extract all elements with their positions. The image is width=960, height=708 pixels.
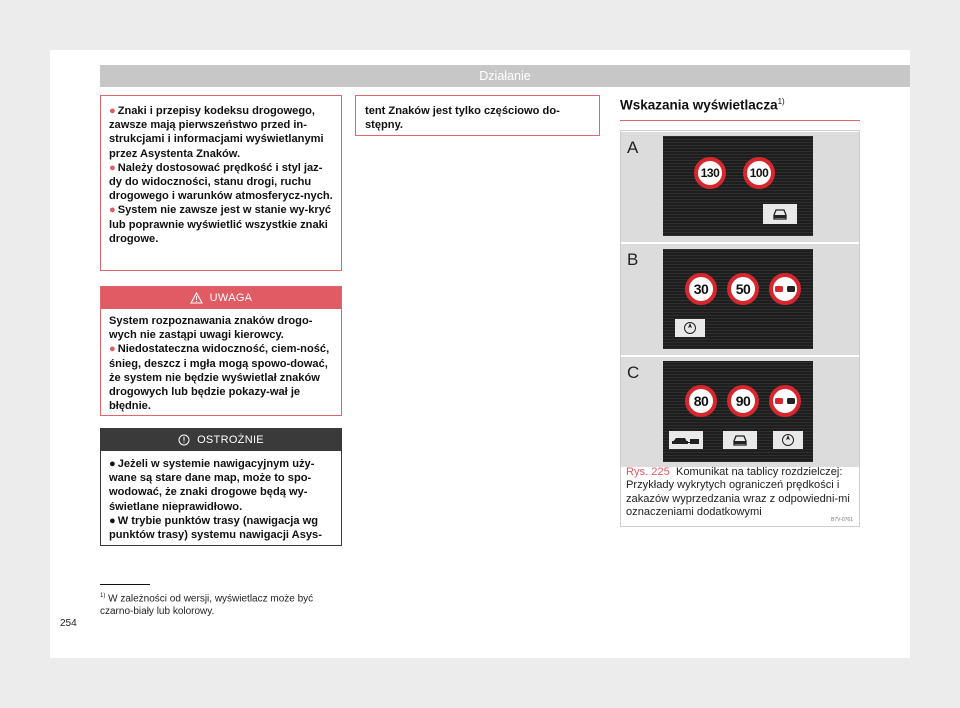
page-number: 254 [60, 618, 77, 629]
warning-bullets-box [100, 95, 342, 271]
panel-c [621, 357, 859, 467]
bullet-dot: ● [109, 514, 116, 527]
bullet-dot: ● [109, 458, 116, 470]
speed-limit-sign: 30 [685, 273, 717, 305]
navigation-disc-icon [773, 431, 803, 449]
bullet-item: ● W trybie punktów trasy (nawigacja wg punktów trasy) systemu nawigacji Asys- [109, 514, 322, 542]
continuation-box [355, 95, 600, 136]
uwaga-box [100, 286, 342, 416]
no-overtaking-icon [774, 395, 796, 407]
figure-caption: Rys. 225 Komunikat na tablicy rozdzielczej: Przykłady wykrytych ograniczeń prędkości i zakazów wyprzedzania wraz z odpowiedni-mi oznaczeniami dodatkowymi [626, 466, 850, 519]
panel-b [621, 244, 859, 355]
no-overtaking-sign [769, 273, 801, 305]
bullet-dot: ● [109, 105, 116, 117]
uwaga-intro: System rozpoznawania znaków drogo-wych nie zastąpi uwagi kierowcy. [109, 315, 313, 342]
warning-triangle-icon [190, 292, 203, 304]
panel-label: B [627, 250, 639, 269]
ostroznie-title: OSTROŻNIE [197, 434, 264, 446]
navigation-tile [773, 431, 803, 449]
no-overtaking-icon [774, 283, 796, 295]
section-title: Wskazania wyświetlacza$^{1)}$ [620, 97, 785, 113]
figure-ref: Rys. 225 [626, 466, 670, 478]
caution-circle-icon [178, 434, 190, 446]
no-overtaking-sign [769, 385, 801, 417]
uwaga-header [101, 287, 341, 309]
navigation-disc-icon [675, 319, 705, 337]
speed-limit-sign: 90 [727, 385, 759, 417]
panel-label: A [627, 138, 639, 157]
manual-page [50, 50, 910, 658]
footnote: $^{1)}$ W zależności od wersji, wyświetlacz może być czarno-biały lub kolorowy. [100, 593, 314, 617]
car-front-icon [723, 431, 757, 449]
navigation-tile [675, 319, 705, 337]
bullet-dot: ● [109, 204, 116, 217]
ostroznie-box [100, 428, 342, 546]
car-front-tile [763, 204, 797, 224]
continuation-text: tent Znaków jest tylko częściowo do-stępny. [365, 105, 560, 132]
speed-limit-sign: 80 [685, 385, 717, 417]
bullet-item: ● System nie zawsze jest w stanie wy-kryć lub poprawnie wyświetlić wszystkie znaki drogowe. [109, 204, 332, 245]
speed-limit-sign: 130 [694, 157, 726, 189]
bullet-dot: ● [109, 343, 116, 356]
car-front-icon [763, 204, 797, 224]
display-screen [663, 361, 813, 462]
car-trailer-icon [669, 431, 703, 449]
uwaga-title: UWAGA [209, 292, 253, 304]
bullet-item: ● Niedostateczna widoczność, ciem-ność, śnieg, deszcz i mgła mogą spowo-dować, że system nie będzie wyświetlał znaków drogowych lub będzie pokazy-wał je błędnie. [109, 343, 330, 413]
ostroznie-header [101, 429, 341, 451]
car-front-tile [723, 431, 757, 449]
footnote-rule [100, 584, 150, 585]
section-rule [620, 120, 860, 121]
display-screen [663, 249, 813, 349]
display-screen [663, 136, 813, 236]
panel-label: C [627, 363, 640, 382]
bullet-item: ● Znaki i przepisy kodeksu drogowego, zawsze mają pierwszeństwo przed in-strukcjami i informacjami wyświetlanymi przez Asystenta Znaków. [109, 105, 324, 160]
figure-code: B7V-0761 [831, 517, 853, 523]
bullet-item: ● Jeżeli w systemie nawigacyjnym uży-wane są stare dane map, może to spo-wodować, że znaki drogowe będą wy-świetlane nieprawidłowo. [109, 458, 315, 513]
speed-limit-sign: 100 [743, 157, 775, 189]
panel-a [621, 132, 859, 242]
speed-limit-sign: 50 [727, 273, 759, 305]
car-trailer-tile [669, 431, 703, 449]
bullet-dot: ● [109, 161, 116, 174]
bullet-item: ● Należy dostosować prędkość i styl jaz-dy do widoczności, stanu drogi, ruchu drogowego i warunków atmosferycz-nych. [109, 161, 333, 203]
page-header: Działanie [100, 65, 910, 87]
